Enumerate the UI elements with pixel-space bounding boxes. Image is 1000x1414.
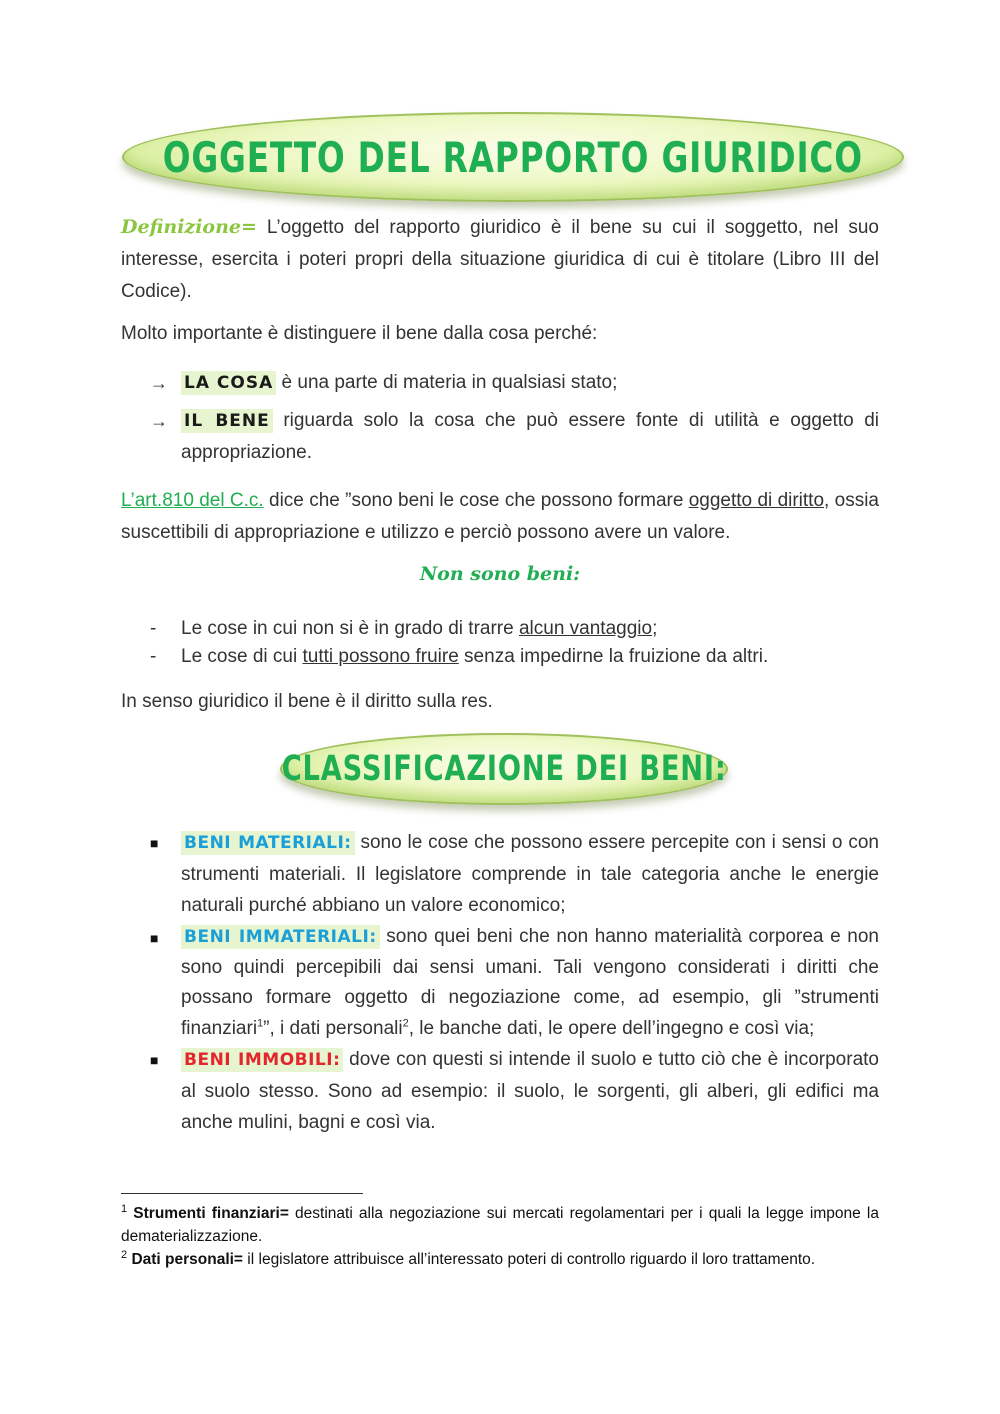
footnote-separator — [121, 1193, 363, 1194]
underlined-phrase: tutti possono fruire — [302, 646, 459, 667]
term-beni-immobili: BENI IMMOBILI: — [181, 1048, 343, 1072]
title-banner — [122, 112, 904, 202]
square-bullet-icon: ■ — [150, 1052, 159, 1068]
footnote-ref[interactable]: 1 — [257, 1017, 264, 1030]
underlined-phrase: oggetto di diritto — [688, 490, 825, 511]
footnote-term: Strumenti finanziari= — [133, 1205, 289, 1222]
square-bullet-icon: ■ — [150, 930, 159, 946]
list-item — [150, 615, 879, 643]
item-text: Le cose di cui — [181, 646, 303, 667]
footnote-ref[interactable]: 2 — [402, 1017, 409, 1030]
item-text: ; — [652, 618, 658, 639]
term-description: è una parte di materia in qualsiasi stato; — [276, 372, 618, 393]
classification-banner — [280, 733, 728, 805]
dash-marker: - — [150, 646, 157, 667]
definition-label: Definizione= — [121, 216, 257, 238]
footnote-text: destinati alla negoziazione sui mercati regolamentari per i quali la legge impone la dematerializzazione. — [121, 1205, 879, 1245]
term-description: sono quei beni che non hanno materialità corporea e non sono quindi percepibili dai sensi umani. Tali vengono considerati i diritti che possano formare oggetto di negoziazione come, ad esempio, gli ”strumenti finanziari — [181, 926, 879, 1039]
legal-sense-paragraph: In senso giuridico il bene è il diritto sulla res. — [121, 691, 493, 712]
intro-paragraph: Molto importante è distinguere il bene dalla cosa perché: — [121, 323, 598, 344]
classification-title: CLASSIFICAZIONE DEI BENI: — [281, 749, 727, 789]
underlined-phrase: alcun vantaggio — [518, 618, 653, 639]
item-text: Le cose in cui non si è in grado di trarre — [181, 618, 519, 639]
term-description: riguarda solo la cosa che può essere fonte di utilità e oggetto di appropriazione. — [181, 410, 879, 463]
page-title: OGGETTO DEL RAPPORTO GIURIDICO — [162, 132, 864, 182]
footnote-term: Dati personali= — [131, 1251, 243, 1268]
square-bullet-icon: ■ — [150, 835, 159, 851]
list-item-beni-immateriali — [150, 922, 879, 1044]
list-item-bene — [150, 405, 879, 469]
term-description: ”, i dati personali — [263, 1017, 403, 1039]
term-beni-materiali: BENI MATERIALI: — [181, 831, 355, 855]
non-beni-heading: Non sono beni: — [419, 563, 581, 585]
article-paragraph — [121, 485, 879, 549]
list-item-beni-immobili — [150, 1044, 879, 1138]
definition-paragraph — [121, 211, 879, 308]
arrow-icon: → — [150, 411, 168, 431]
item-text: senza impedirne la fruizione da altri. — [458, 646, 769, 667]
article-text: , ossia suscettibili di appropriazione e utilizzo e perciò possono avere un valore. — [121, 490, 879, 543]
footnote — [121, 1202, 879, 1248]
term-description: sono le cose che possono essere percepite con i sensi o con strumenti materiali. Il legislatore comprende in tale categoria anche le energie naturali purché abbiano un valore economico; — [181, 832, 879, 916]
footnote-number: 2 — [121, 1248, 128, 1261]
definition-text: L’oggetto del rapporto giuridico è il bene su cui il soggetto, nel suo interesse, esercita i poteri propri della situazione giuridica di cui è titolare (Libro III del Codice). — [121, 217, 879, 302]
dash-marker: - — [150, 618, 157, 639]
footnote-text: il legislatore attribuisce all’interessato poteri di controllo riguardo il loro trattamento. — [243, 1251, 816, 1268]
term-la-cosa: LA COSA — [181, 371, 276, 395]
article-reference-link[interactable]: L’art.810 del C.c. — [121, 490, 264, 511]
list-item-cosa — [150, 367, 879, 399]
article-text: dice che ”sono beni le cose che possono formare — [263, 490, 689, 511]
term-description: , le banche dati, le opere dell’ingegno e così via; — [408, 1017, 815, 1039]
term-description: dove con questi si intende il suolo e tutto ciò che è incorporato al suolo stesso. Sono ad esempio: il suolo, le sorgenti, gli alberi, gli edifici ma anche mulini, bagni e così via. — [181, 1049, 879, 1133]
footnote-number: 1 — [121, 1202, 128, 1215]
term-il-bene: IL BENE — [181, 409, 273, 433]
list-item-beni-materiali — [150, 827, 879, 921]
footnote — [121, 1248, 879, 1271]
term-beni-immateriali: BENI IMMATERIALI: — [181, 925, 380, 949]
arrow-icon: → — [150, 373, 168, 393]
list-item — [150, 643, 879, 671]
